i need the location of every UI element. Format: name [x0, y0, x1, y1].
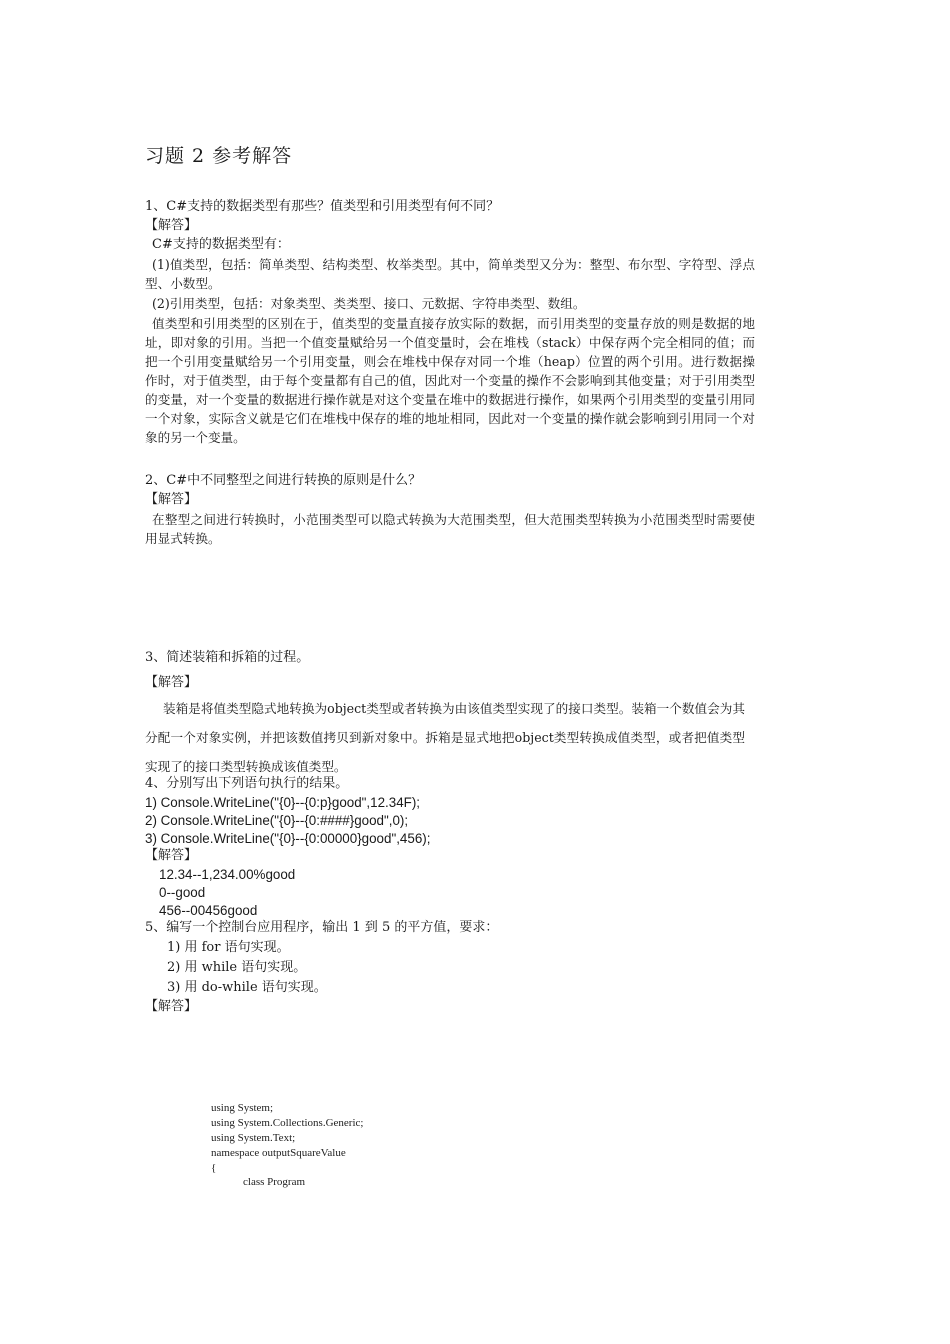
answer-1-para-1: (1)值类型，包括：简单类型、结构类型、枚举类型。其中，简单类型又分为：整型、布尔型、字符型、浮点型、小数型。	[145, 257, 755, 291]
answer-4-result-3: 456--00456good	[159, 903, 258, 918]
code-line-2: using System.Collections.Generic;	[211, 1117, 364, 1129]
answer-tag-3: 【解答】	[145, 675, 198, 690]
code-line-4: namespace outputSquareValue	[211, 1147, 346, 1159]
answer-1-para-2: (2)引用类型，包括：对象类型、类类型、接口、元数据、字符串类型、数组。	[152, 296, 586, 311]
page-title: 习题 2 参考解答	[145, 145, 293, 167]
statement-1: 1) Console.WriteLine("{0}--{0:p}good",12.34F);	[145, 795, 421, 810]
question-1: 1、C#支持的数据类型有那些？值类型和引用类型有何不同？	[145, 199, 500, 214]
requirement-2: 2) 用 while 语句实现。	[167, 960, 307, 975]
requirement-1: 1) 用 for 语句实现。	[167, 940, 290, 955]
answer-1-intro: C#支持的数据类型有：	[152, 237, 290, 252]
code-line-3: using System.Text;	[211, 1132, 296, 1144]
answer-1-para-3: 值类型和引用类型的区别在于，值类型的变量直接存放实际的数据，而引用类型的变量存放的则是数据的地址，即对象的引用。当把一个值变量赋给另一个值变量时，会在堆栈（stack）中保存两个完全相同的值；而把一个引用变量赋给另一个引用变量，则会在堆栈中保存对同一个堆（heap）位置的两个引用。进行数据操作时，对于值类型，由于每个变量都有自己的值，因此对一个变量的操作不会影响到其他变量；对于引用类型的变量，对一个变量的数据进行操作就是对这个变量在堆中的数据进行操作，如果两个引用类型的变量引用同一个对象，实际含义就是它们在堆栈中保存的堆的地址相同，因此对一个变量的操作就会影响到引用同一个对象的另一个变量。	[145, 316, 755, 445]
answer-tag-5: 【解答】	[145, 999, 198, 1014]
answer-2-para-1: 在整型之间进行转换时，小范围类型可以隐式转换为大范围类型，但大范围类型转换为小范围类型时需要使用显式转换。	[145, 512, 755, 546]
question-4: 4、分别写出下列语句执行的结果。	[145, 776, 349, 791]
statement-2: 2) Console.WriteLine("{0}--{0:####}good",0);	[145, 813, 409, 828]
answer-4-result-2: 0--good	[159, 885, 206, 900]
question-2: 2、C#中不同整型之间进行转换的原则是什么？	[145, 473, 422, 488]
answer-4-result-1: 12.34--1,234.00%good	[159, 867, 296, 882]
answer-tag-1: 【解答】	[145, 218, 198, 233]
answer-tag-2: 【解答】	[145, 492, 198, 507]
code-line-1: using System;	[211, 1102, 274, 1114]
requirement-3: 3) 用 do-while 语句实现。	[167, 980, 327, 995]
answer-3-para-1: 装箱是将值类型隐式地转换为object类型或者转换为由该值类型实现了的接口类型。装箱一个数值会为其分配一个对象实例，并把该数值拷贝到新对象中。拆箱是显式地把object类型转换成值类型，或者把值类型实现了的接口类型转换成该值类型。	[145, 701, 745, 774]
question-3: 3、简述装箱和拆箱的过程。	[145, 650, 310, 665]
code-line-6: class Program	[243, 1176, 306, 1188]
answer-tag-4: 【解答】	[145, 848, 198, 863]
code-line-5: {	[211, 1162, 217, 1174]
statement-3: 3) Console.WriteLine("{0}--{0:00000}good",456);	[145, 831, 431, 846]
question-5: 5、编写一个控制台应用程序，输出 1 到 5 的平方值，要求：	[145, 920, 499, 935]
